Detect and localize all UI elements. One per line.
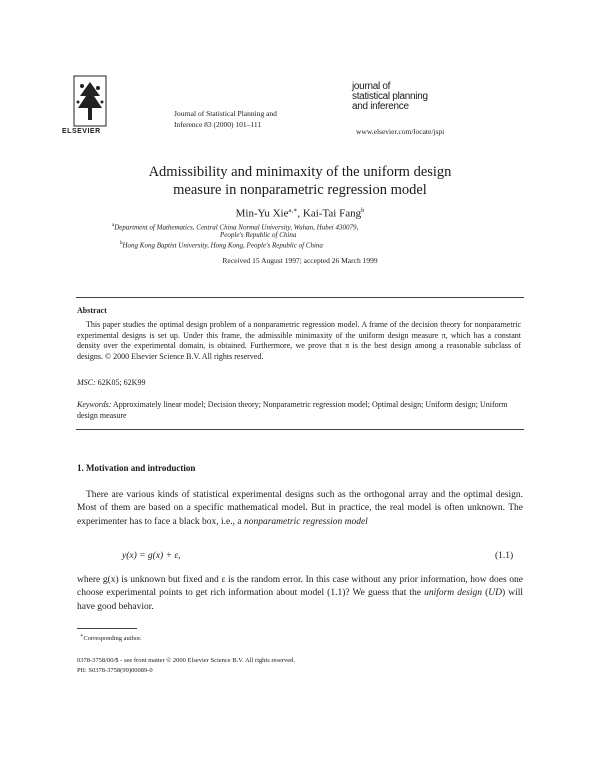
author-name: Kai-Tai Fang <box>302 207 362 220</box>
msc-codes <box>77 378 145 387</box>
divider <box>76 297 524 298</box>
body-paragraph <box>77 489 523 529</box>
divider <box>76 429 524 430</box>
journal-ref-line: Journal of Statistical Planning and <box>174 109 277 118</box>
msc-value: 62K05; 62K99 <box>95 378 146 387</box>
pii-identifier: PII: S0378-3758(99)00089-0 <box>77 667 153 674</box>
journal-logo-line: journal of <box>352 81 391 92</box>
article-title-line: Admissibility and minimaxity of the uniform design <box>148 164 452 180</box>
abstract-heading: Abstract <box>77 306 107 315</box>
keywords-label: Keywords: <box>77 400 112 409</box>
footnote-divider <box>77 628 137 629</box>
journal-url-link[interactable]: www.elsevier.com/locate/jspi <box>356 127 445 136</box>
paragraph-text: ) will have good behavior. <box>77 588 523 612</box>
emphasis-text: UD <box>488 588 502 599</box>
emphasis-text: nonparametric regression model <box>243 516 368 527</box>
emphasis-text: uniform design <box>424 588 483 599</box>
equation-number: (1.1) <box>495 551 514 561</box>
affiliation <box>120 239 323 250</box>
journal-logo <box>352 82 428 112</box>
keywords <box>77 400 521 421</box>
body-paragraph <box>77 574 523 614</box>
author-name: Min-Yu Xie <box>235 207 289 220</box>
affil-mark: a <box>112 223 115 228</box>
copyright-notice: 0378-3758/00/$ - see front matter © 2000 Elsevier Science B.V. All rights reserved. <box>77 657 296 664</box>
keywords-value: Approximately linear model; Decision theory; Nonparametric regression model; Optimal design; Uniform design; Uniform design measure <box>77 400 508 420</box>
journal-logo-line: and inference <box>352 101 409 112</box>
author-list <box>80 206 520 220</box>
received-dates: Received 15 August 1997; accepted 26 March 1999 <box>222 256 378 265</box>
publisher-name: ELSEVIER <box>62 128 101 135</box>
footnote-mark: ∗ <box>80 634 84 639</box>
footnote <box>80 633 142 642</box>
affil-mark: b <box>120 241 123 246</box>
footnote-text: Corresponding author. <box>83 635 142 643</box>
author-affil-mark: b <box>361 207 365 214</box>
abstract-text: This paper studies the optimal design problem of a nonparametric regression model. A frame of the decision theory for nonparametric experimental designs is set up. Under this frame, the admissible minimaxity of the uniform design measure π, which has a constant density over the experimental domain, is obtained. Furthermore, we prove that π is the best design among a reasonable subclass of designs. © 2000 Elsevier Science B.V. All rights reserved. <box>77 320 521 361</box>
equation: y(x) = g(x) + ε, <box>122 551 181 561</box>
article-title-line: measure in nonparametric regression model <box>173 182 427 198</box>
journal-ref-line: Inference 83 (2000) 101–111 <box>174 120 262 129</box>
affil-text: Department of Mathematics, Central China Normal University, Wuhan, Hubei 430079, <box>114 223 359 232</box>
msc-label: MSC: <box>77 378 96 387</box>
journal-reference <box>174 108 277 130</box>
affiliation-continued: People's Republic of China <box>220 231 297 239</box>
section-heading: 1. Motivation and introduction <box>77 463 196 473</box>
paragraph-text: ( <box>482 588 489 599</box>
elsevier-tree-logo-icon <box>68 74 112 132</box>
author-affil-mark: a,∗ <box>288 207 298 214</box>
journal-logo-line: statistical planning <box>352 91 428 102</box>
affil-text: Hong Kong Baptist University, Hong Kong, People's Republic of China <box>122 241 323 250</box>
paragraph-text: There are various kinds of statistical experimental designs such as the orthogonal array and the optimal design. Most of them are based on a specific mathematical model. But in practice, the real model is often unknown. The experimenter has to face a black box, i.e., a <box>77 490 523 527</box>
author-separator: , <box>297 207 303 220</box>
paragraph-text: where g(x) is unknown but fixed and ε is the random error. In this case without any prior information, how does one choose experimental points to get rich information about model (1.1)? We guess that the <box>77 575 523 599</box>
